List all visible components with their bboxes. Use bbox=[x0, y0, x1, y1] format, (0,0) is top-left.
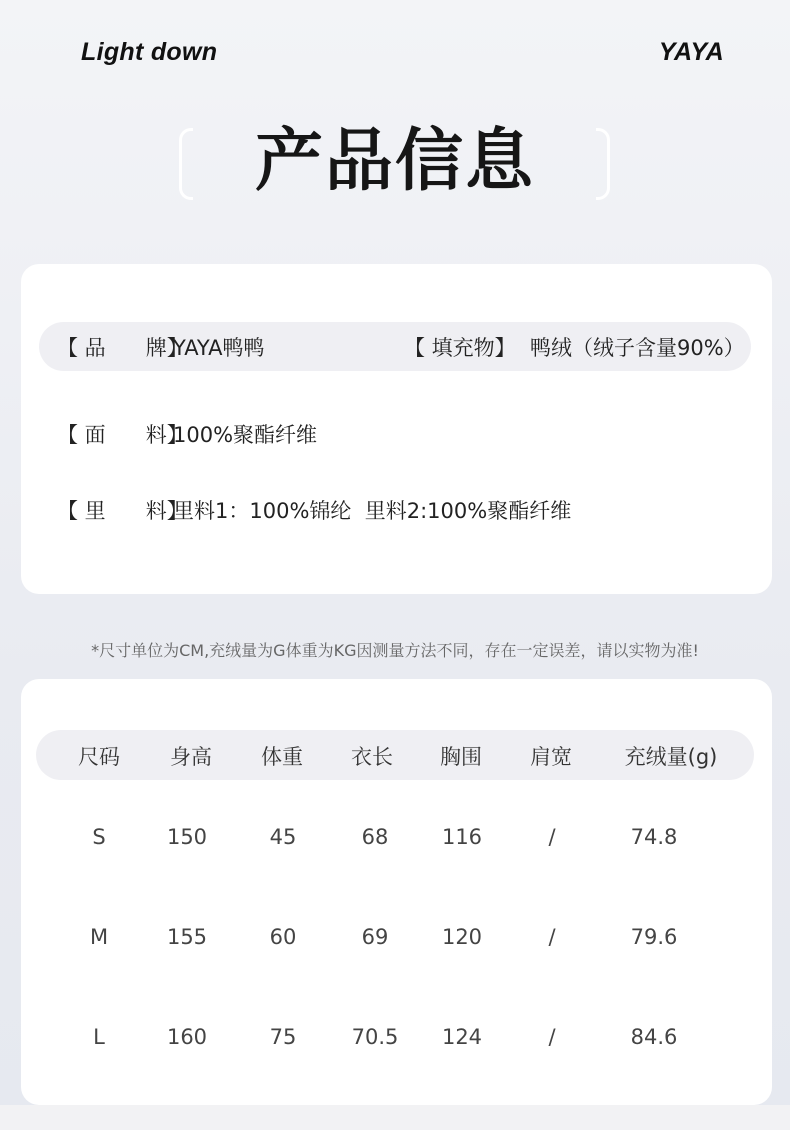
table-cell: 84.6 bbox=[630, 1025, 678, 1049]
table-cell: 116 bbox=[441, 825, 483, 849]
page-title: 产品信息 bbox=[254, 122, 535, 201]
table-cell: 60 bbox=[269, 925, 297, 949]
table-cell: M bbox=[89, 925, 109, 949]
table-cell: / bbox=[548, 1025, 556, 1049]
table-cell: 150 bbox=[166, 825, 208, 849]
table-cell: 69 bbox=[361, 925, 389, 949]
table-cell: 74.8 bbox=[630, 825, 678, 849]
title-bracket-left bbox=[179, 128, 193, 200]
lining-value: 里料1：100%锦纶 里料2:100%聚酯纤维 bbox=[173, 498, 572, 523]
table-cell: S bbox=[92, 825, 106, 849]
fabric-label: 【 面 料】 bbox=[57, 422, 188, 447]
table-cell: 45 bbox=[269, 825, 297, 849]
header-chest: 胸围 bbox=[440, 745, 482, 769]
size-table-card bbox=[21, 679, 772, 1105]
table-cell: / bbox=[548, 925, 556, 949]
table-cell: 124 bbox=[441, 1025, 483, 1049]
brand-name-left: Light down bbox=[81, 38, 218, 66]
table-cell: / bbox=[548, 825, 556, 849]
table-cell: 70.5 bbox=[351, 1025, 399, 1049]
table-cell: 68 bbox=[361, 825, 389, 849]
brand-value: YAYA鸭鸭 bbox=[173, 335, 265, 360]
filling-value: 鸭绒（绒子含量90%） bbox=[530, 335, 745, 360]
header-length: 衣长 bbox=[351, 745, 393, 769]
fabric-value: 100%聚酯纤维 bbox=[173, 422, 318, 447]
header-shoulder: 肩宽 bbox=[530, 745, 572, 769]
table-cell: 79.6 bbox=[630, 925, 678, 949]
brand-label: 【 品 牌】 bbox=[57, 335, 188, 360]
lining-label: 【 里 料】 bbox=[57, 498, 188, 523]
table-cell: L bbox=[93, 1025, 105, 1049]
header-weight: 体重 bbox=[261, 745, 303, 769]
table-cell: 120 bbox=[441, 925, 483, 949]
info-row-brand bbox=[39, 322, 751, 371]
info-row-lining bbox=[39, 485, 571, 534]
info-row-fabric bbox=[39, 409, 317, 458]
table-cell: 75 bbox=[269, 1025, 297, 1049]
title-bracket-right bbox=[596, 128, 610, 200]
header-height: 身高 bbox=[170, 745, 212, 769]
brand-name-right: YAYA bbox=[658, 38, 724, 66]
filling-label: 【 填充物】 bbox=[404, 335, 516, 360]
header-size: 尺码 bbox=[78, 745, 120, 769]
table-cell: 155 bbox=[166, 925, 208, 949]
size-note: *尺寸单位为CM,充绒量为G体重为KG因测量方法不同，存在一定误差，请以实物为准! bbox=[91, 641, 699, 660]
product-info-card bbox=[21, 264, 772, 594]
table-cell: 160 bbox=[166, 1025, 208, 1049]
bottom-strip bbox=[0, 1105, 790, 1130]
header-down-amount: 充绒量(g) bbox=[624, 745, 718, 769]
